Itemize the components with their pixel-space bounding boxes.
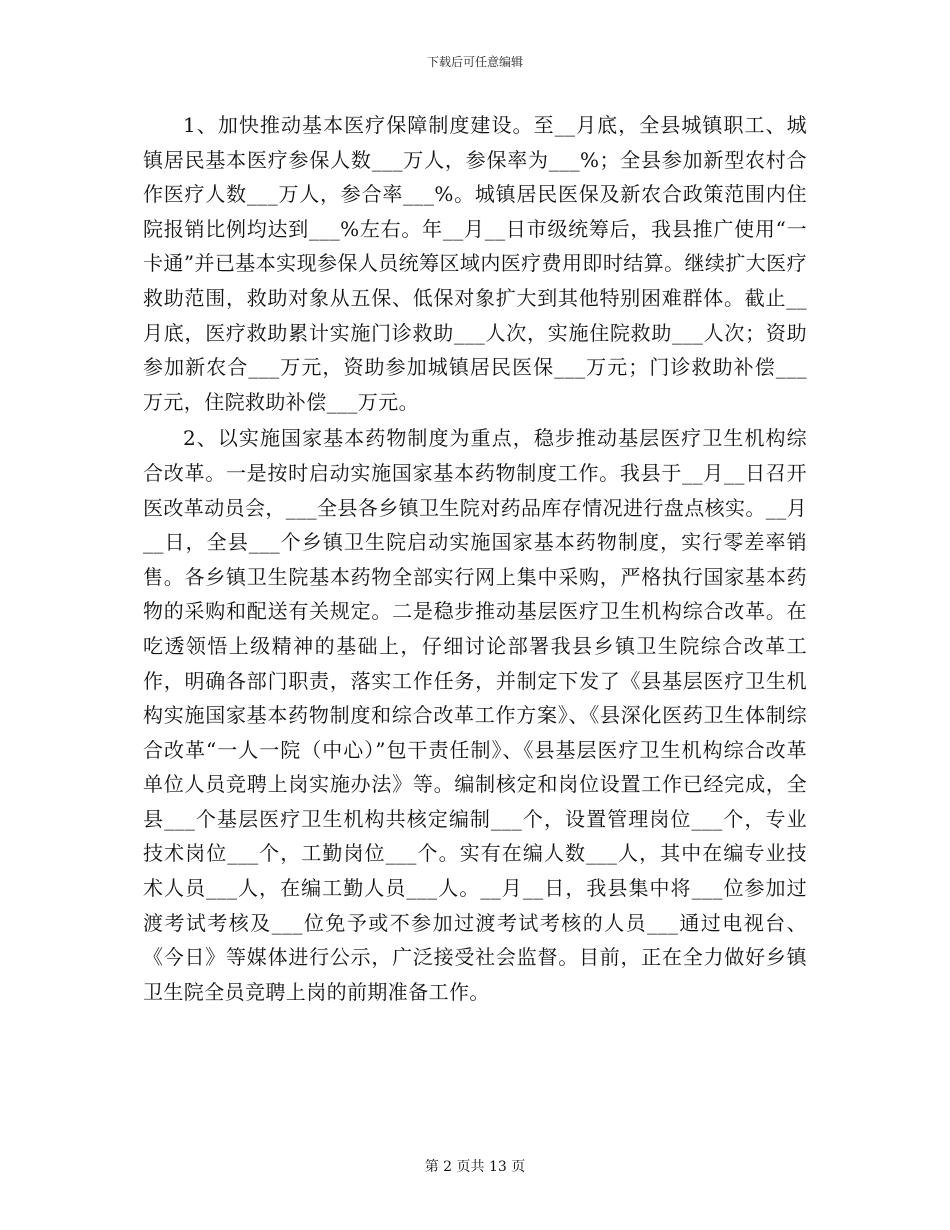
page-footer: 第 2 页共 13 页: [424, 1159, 526, 1175]
paragraph-2: 2、以实施国家基本药物制度为重点，稳步推动基层医疗卫生机构综合改革。一是按时启动实施国家基本药物制度工作。我县于__月__日召开医改革动员会，___全县各乡镇卫生院对药品库存情况进行盘点核实。__月__日，全县___个乡镇卫生院启动实施国家基本药物制度，实行零差率销售。各乡镇卫生院基本药物全部实行网上集中采购，严格执行国家基本药物的采购和配送有关规定。二是稳步推动基层医疗卫生机构综合改革。在吃透领悟上级精神的基础上，仔细讨论部署我县乡镇卫生院综合改革工作，明确各部门职责，落实工作任务，并制定下发了《县基层医疗卫生机构实施国家基本药物制度和综合改革工作方案》、《县深化医药卫生体制综合改革“一人一院（中心）”包干责任制》、《县基层医疗卫生机构综合改革单位人员竞聘上岗实施办法》等。编制核定和岗位设置工作已经完成，全县___个基层医疗卫生机构共核定编制___个，设置管理岗位___个，专业技术岗位___个，工勤岗位___个。实有在编人数___人，其中在编专业技术人员___人，在编工勤人员___人。__月__日，我县集中将___位参加过渡考试考核及___位免予或不参加过渡考试考核的人员___通过电视台、《今日》等媒体进行公示，广泛接受社会监督。目前，正在全力做好乡镇卫生院全员竞聘上岗的前期准备工作。: [143, 426, 807, 1004]
page-header: 下载后可任意编辑: [426, 55, 523, 69]
document-body: [143, 108, 807, 1009]
paragraph-1: 1、加快推动基本医疗保障制度建设。至__月底，全县城镇职工、城镇居民基本医疗参保人数___万人，参保率为___%；全县参加新型农村合作医疗人数___万人，参合率___%。城镇居民医保及新农合政策范围内住院报销比例均达到___%左右。年__月__日市级统筹后，我县推广使用“一卡通”并已基本实现参保人员统筹区域内医疗费用即时结算。继续扩大医疗救助范围，救助对象从五保、低保对象扩大到其他特别困难群体。截止__月底，医疗救助累计实施门诊救助___人次，实施住院救助___人次；资助参加新农合___万元，资助参加城镇居民医保___万元；门诊救助补偿___万元，住院救助补偿___万元。: [143, 113, 807, 414]
